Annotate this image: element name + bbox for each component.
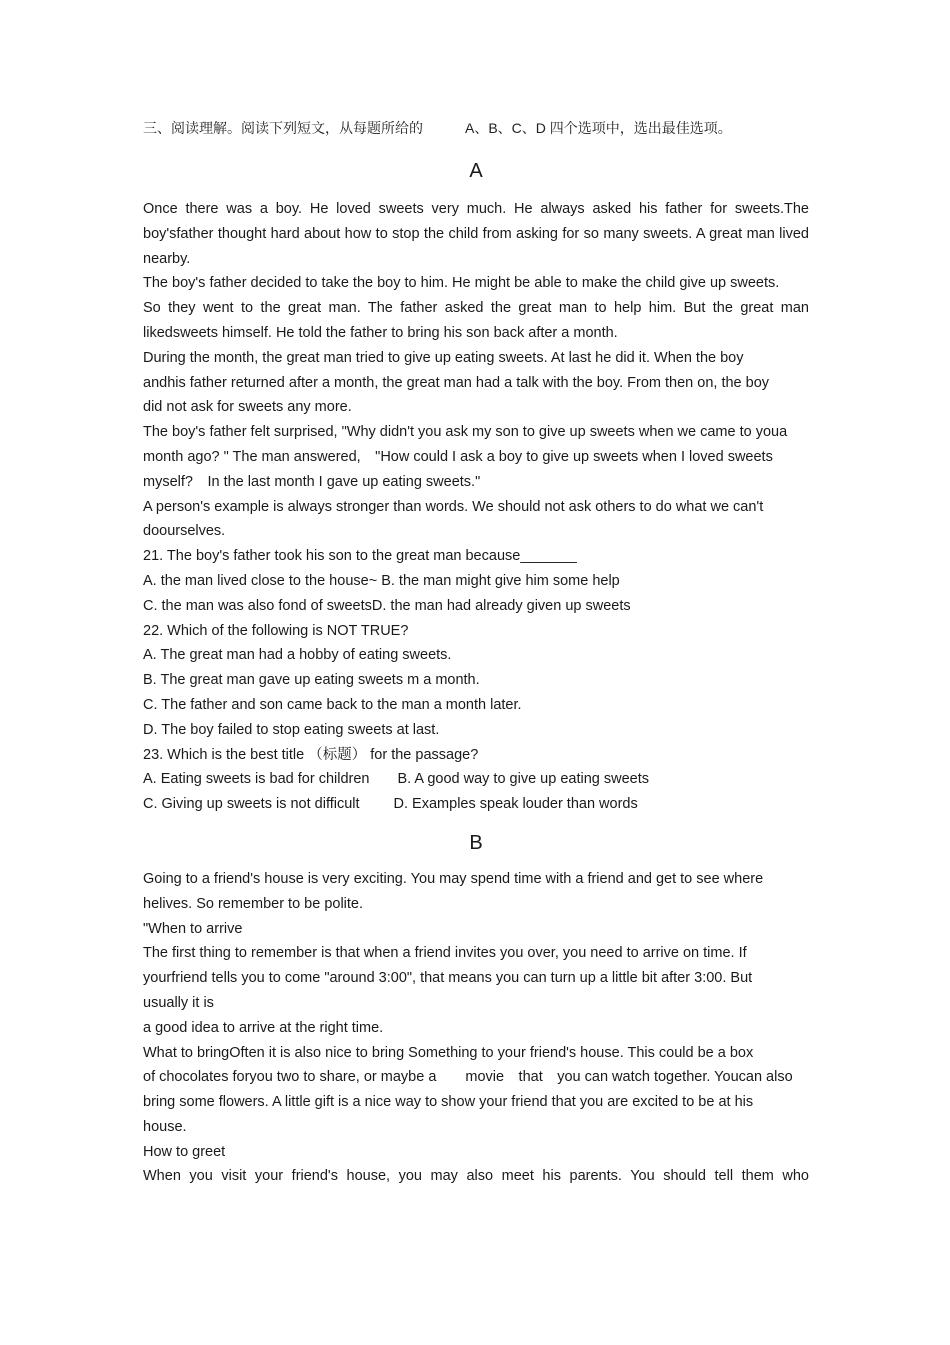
passage-b-body: [143, 867, 809, 1189]
question-22-option-c: C. The father and son came back to the man a month later.: [143, 696, 522, 713]
question-23-options-cd: [143, 792, 809, 817]
passage-b-line: The first thing to remember is that when a friend invites you over, you need to arrive on time. If: [143, 945, 747, 962]
question-23-option-c: C. Giving up sweets is not difficult: [143, 796, 360, 813]
question-21-stem: 21. The boy's father took his son to the great man because_______: [143, 548, 577, 565]
passage-a-paragraph-6: A person's example is always stronger than words. We should not ask others to do what we can't doourselves.: [143, 498, 764, 540]
question-22-option-d: D. The boy failed to stop eating sweets at last.: [143, 721, 440, 738]
passage-b-last-line: When you visit your friend's house, you may also meet his parents. You should tell them who: [143, 1168, 809, 1185]
passage-a-heading: A: [469, 160, 483, 182]
question-23-options-ab: [143, 767, 809, 792]
passage-b-line: Going to a friend's house is very exciting. You may spend time with a friend and get to see where: [143, 870, 764, 887]
passage-b-line: helives. So remember to be polite.: [143, 895, 364, 912]
question-23-stem: 23. Which is the best title （标题） for the passage?: [143, 746, 479, 763]
passage-b-subheading-greet: How to greet: [143, 1143, 226, 1160]
passage-a-body: [143, 197, 809, 544]
passage-b-subheading-arrive: "When to arrive: [143, 920, 243, 937]
question-23-option-a: A. Eating sweets is bad for children: [143, 771, 370, 788]
question-21-options-cd: C. the man was also fond of sweetsD. the man had already given up sweets: [143, 597, 631, 614]
question-21-options-ab: A. the man lived close to the house~ B. the man might give him some help: [143, 572, 620, 589]
question-23: [143, 743, 809, 817]
question-23-option-d: D. Examples speak louder than words: [393, 796, 638, 813]
question-21: [143, 544, 809, 618]
question-22-stem: 22. Which of the following is NOT TRUE?: [143, 622, 409, 639]
question-22: [143, 619, 809, 743]
passage-b-line: bring some flowers. A little gift is a nice way to show your friend that you are excited to be at his: [143, 1094, 754, 1111]
passage-b-line: a good idea to arrive at the right time.: [143, 1019, 384, 1036]
question-23-option-b: B. A good way to give up eating sweets: [397, 771, 649, 788]
passage-a-paragraph-1: Once there was a boy. He loved sweets very much. He always asked his father for sweets.The boy'sfather thought hard about how to stop the child from asking for so many sweets. A great man lived nearby.: [143, 201, 809, 267]
section-instruction: 三、阅读理解。阅读下列短文，从每题所给的 A、B、C、D 四个选项中，选出最佳选项。: [143, 120, 732, 136]
passage-a-paragraph-5: The boy's father felt surprised, "Why didn't you ask my son to give up sweets when we came to youa month ago? " The man answered, "How could I ask a boy to give up sweets when I loved sweets myself? In the last month I gave up eating sweets.": [143, 424, 788, 490]
passage-a-paragraph-4: During the month, the great man tried to give up eating sweets. At last he did it. When the boy andhis father returned after a month, the great man had a talk with the boy. From then on, the boy did not ask for sweets any more.: [143, 349, 770, 416]
passage-b-line: yourfriend tells you to come "around 3:00", that means you can turn up a little bit after 3:00. But: [143, 970, 753, 987]
passage-b-line: usually it is: [143, 994, 214, 1011]
passage-a-paragraph-2: The boy's father decided to take the boy to him. He might be able to make the child give up sweets.: [143, 275, 780, 292]
passage-b-line: house.: [143, 1118, 187, 1135]
passage-a-paragraph-3: So they went to the great man. The father asked the great man to help him. But the great man likedsweets himself. He told the father to bring his son back after a month.: [143, 300, 809, 341]
question-22-option-a: A. The great man had a hobby of eating sweets.: [143, 647, 452, 664]
passage-b-line: What to bringOften it is also nice to bring Something to your friend's house. This could be a box: [143, 1044, 754, 1061]
question-22-option-b: B. The great man gave up eating sweets m a month.: [143, 672, 480, 689]
passage-b-line: of chocolates foryou two to share, or maybe a movie that you can watch together. Youcan also: [143, 1069, 793, 1086]
document-page: [143, 116, 809, 1189]
passage-b-heading: B: [469, 831, 483, 854]
